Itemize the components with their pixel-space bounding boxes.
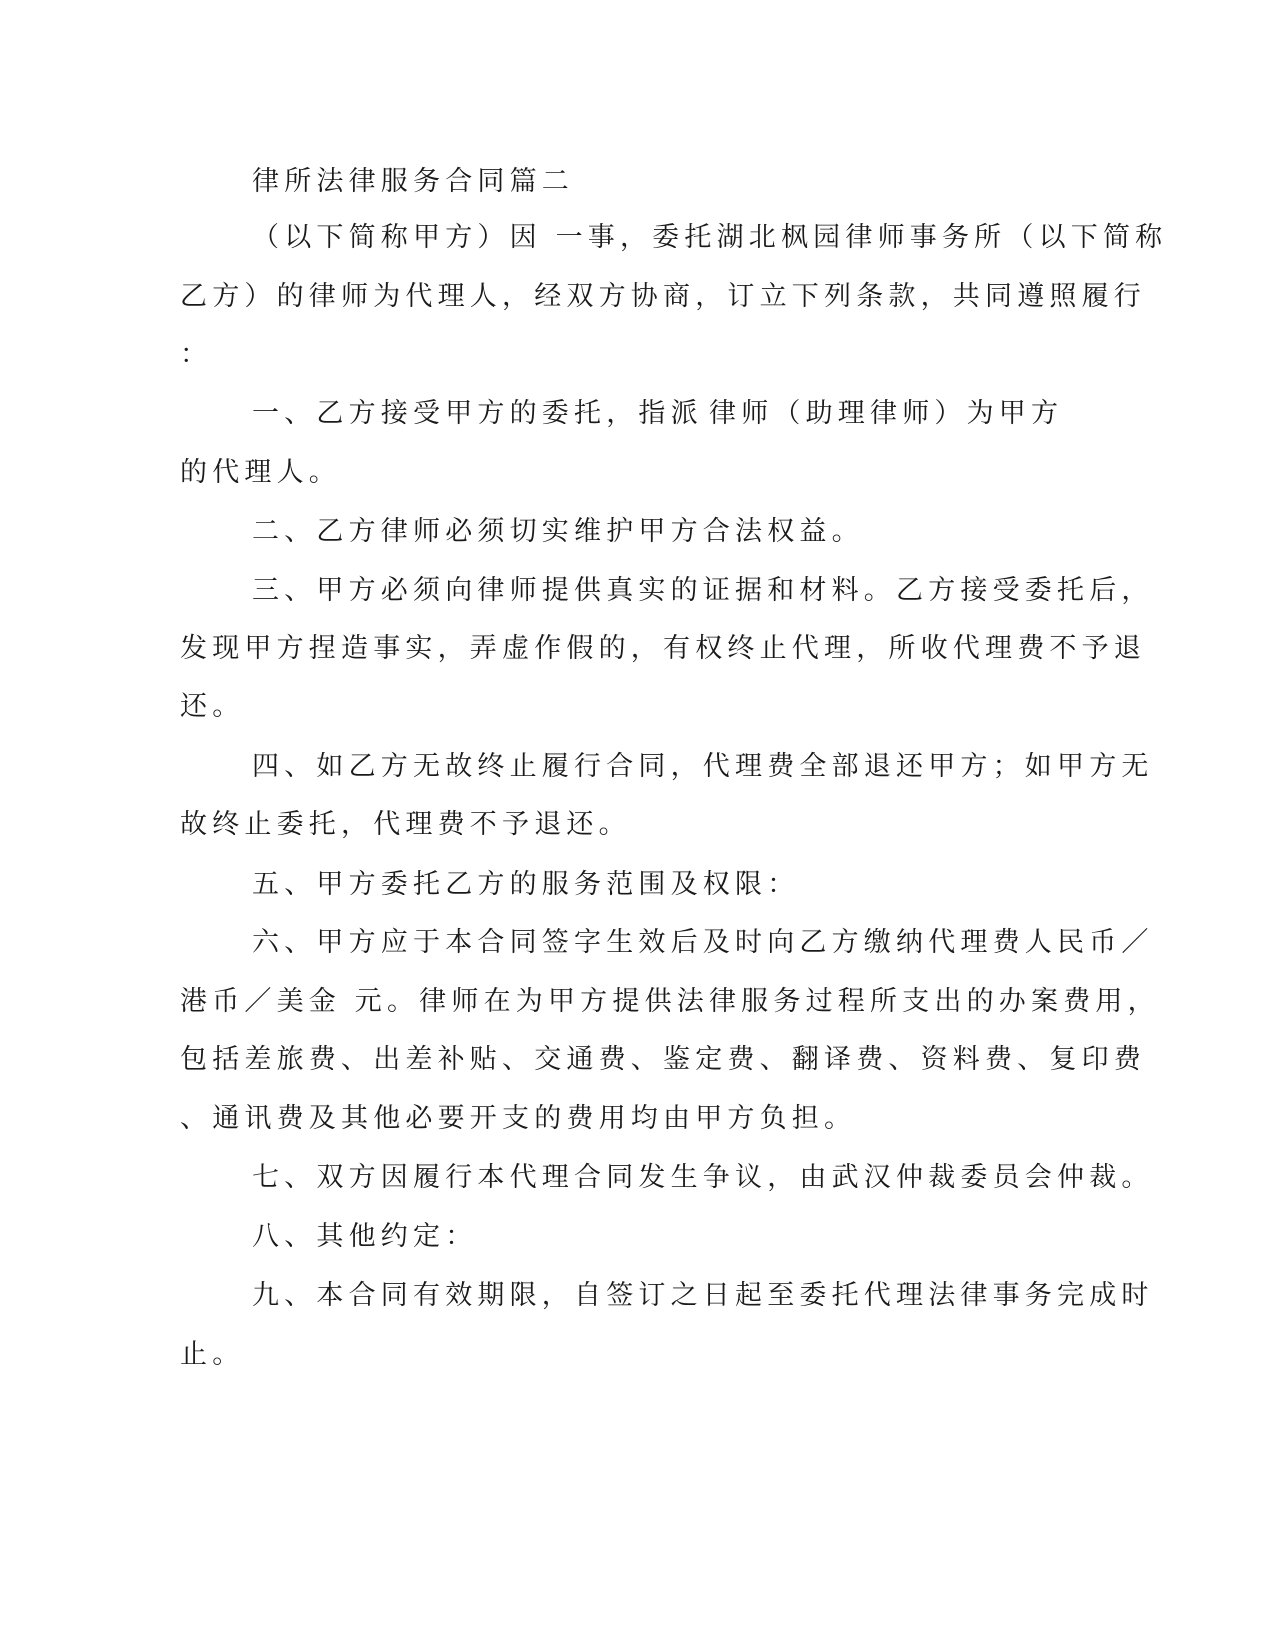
clause-4-line-1: 四、如乙方无故终止履行合同，代理费全部退还甲方；如甲方无: [252, 751, 1154, 782]
intro-line-1: （以下简称甲方）因 一事，委托湖北枫园律师事务所（以下简称: [252, 222, 1168, 253]
clause-6-line-2: 港币／美金 元。律师在为甲方提供法律服务过程所支出的办案费用，: [180, 986, 1160, 1017]
intro-line-3: ：: [180, 339, 213, 370]
clause-3-line-2: 发现甲方捏造事实，弄虚作假的，有权终止代理，所收代理费不予退: [180, 633, 1146, 664]
intro-line-2: 乙方）的律师为代理人，经双方协商，订立下列条款，共同遵照履行: [180, 281, 1146, 312]
clause-4-line-2: 故终止委托，代理费不予退还。: [180, 809, 631, 840]
clause-8-line-1: 八、其他约定：: [252, 1221, 478, 1252]
clause-3-line-1: 三、甲方必须向律师提供真实的证据和材料。乙方接受委托后，: [252, 575, 1154, 606]
clause-2-line-1: 二、乙方律师必须切实维护甲方合法权益。: [252, 516, 864, 547]
clause-1-line-1a: 一、乙方接受甲方的委托，指派: [252, 398, 703, 429]
clause-7-line-1: 七、双方因履行本代理合同发生争议，由武汉仲裁委员会仲裁。: [252, 1162, 1154, 1193]
clause-6-line-1: 六、甲方应于本合同签字生效后及时向乙方缴纳代理费人民币／: [252, 927, 1154, 958]
clause-9-line-2: 止。: [180, 1339, 245, 1370]
clause-9-line-1: 九、本合同有效期限，自签订之日起至委托代理法律事务完成时: [252, 1280, 1154, 1311]
clause-3-line-3: 还。: [180, 691, 245, 722]
clause-1-line-1b: 律师（助理律师）为甲方: [709, 398, 1064, 429]
clause-1-line-2: 的代理人。: [180, 457, 341, 488]
clause-5-line-1: 五、甲方委托乙方的服务范围及权限：: [252, 869, 800, 900]
clause-6-line-3: 包括差旅费、出差补贴、交通费、鉴定费、翻译费、资料费、复印费: [180, 1044, 1146, 1075]
clause-6-line-4: 、通讯费及其他必要开支的费用均由甲方负担。: [180, 1103, 857, 1134]
document-title: 律所法律服务合同篇二: [252, 166, 574, 197]
